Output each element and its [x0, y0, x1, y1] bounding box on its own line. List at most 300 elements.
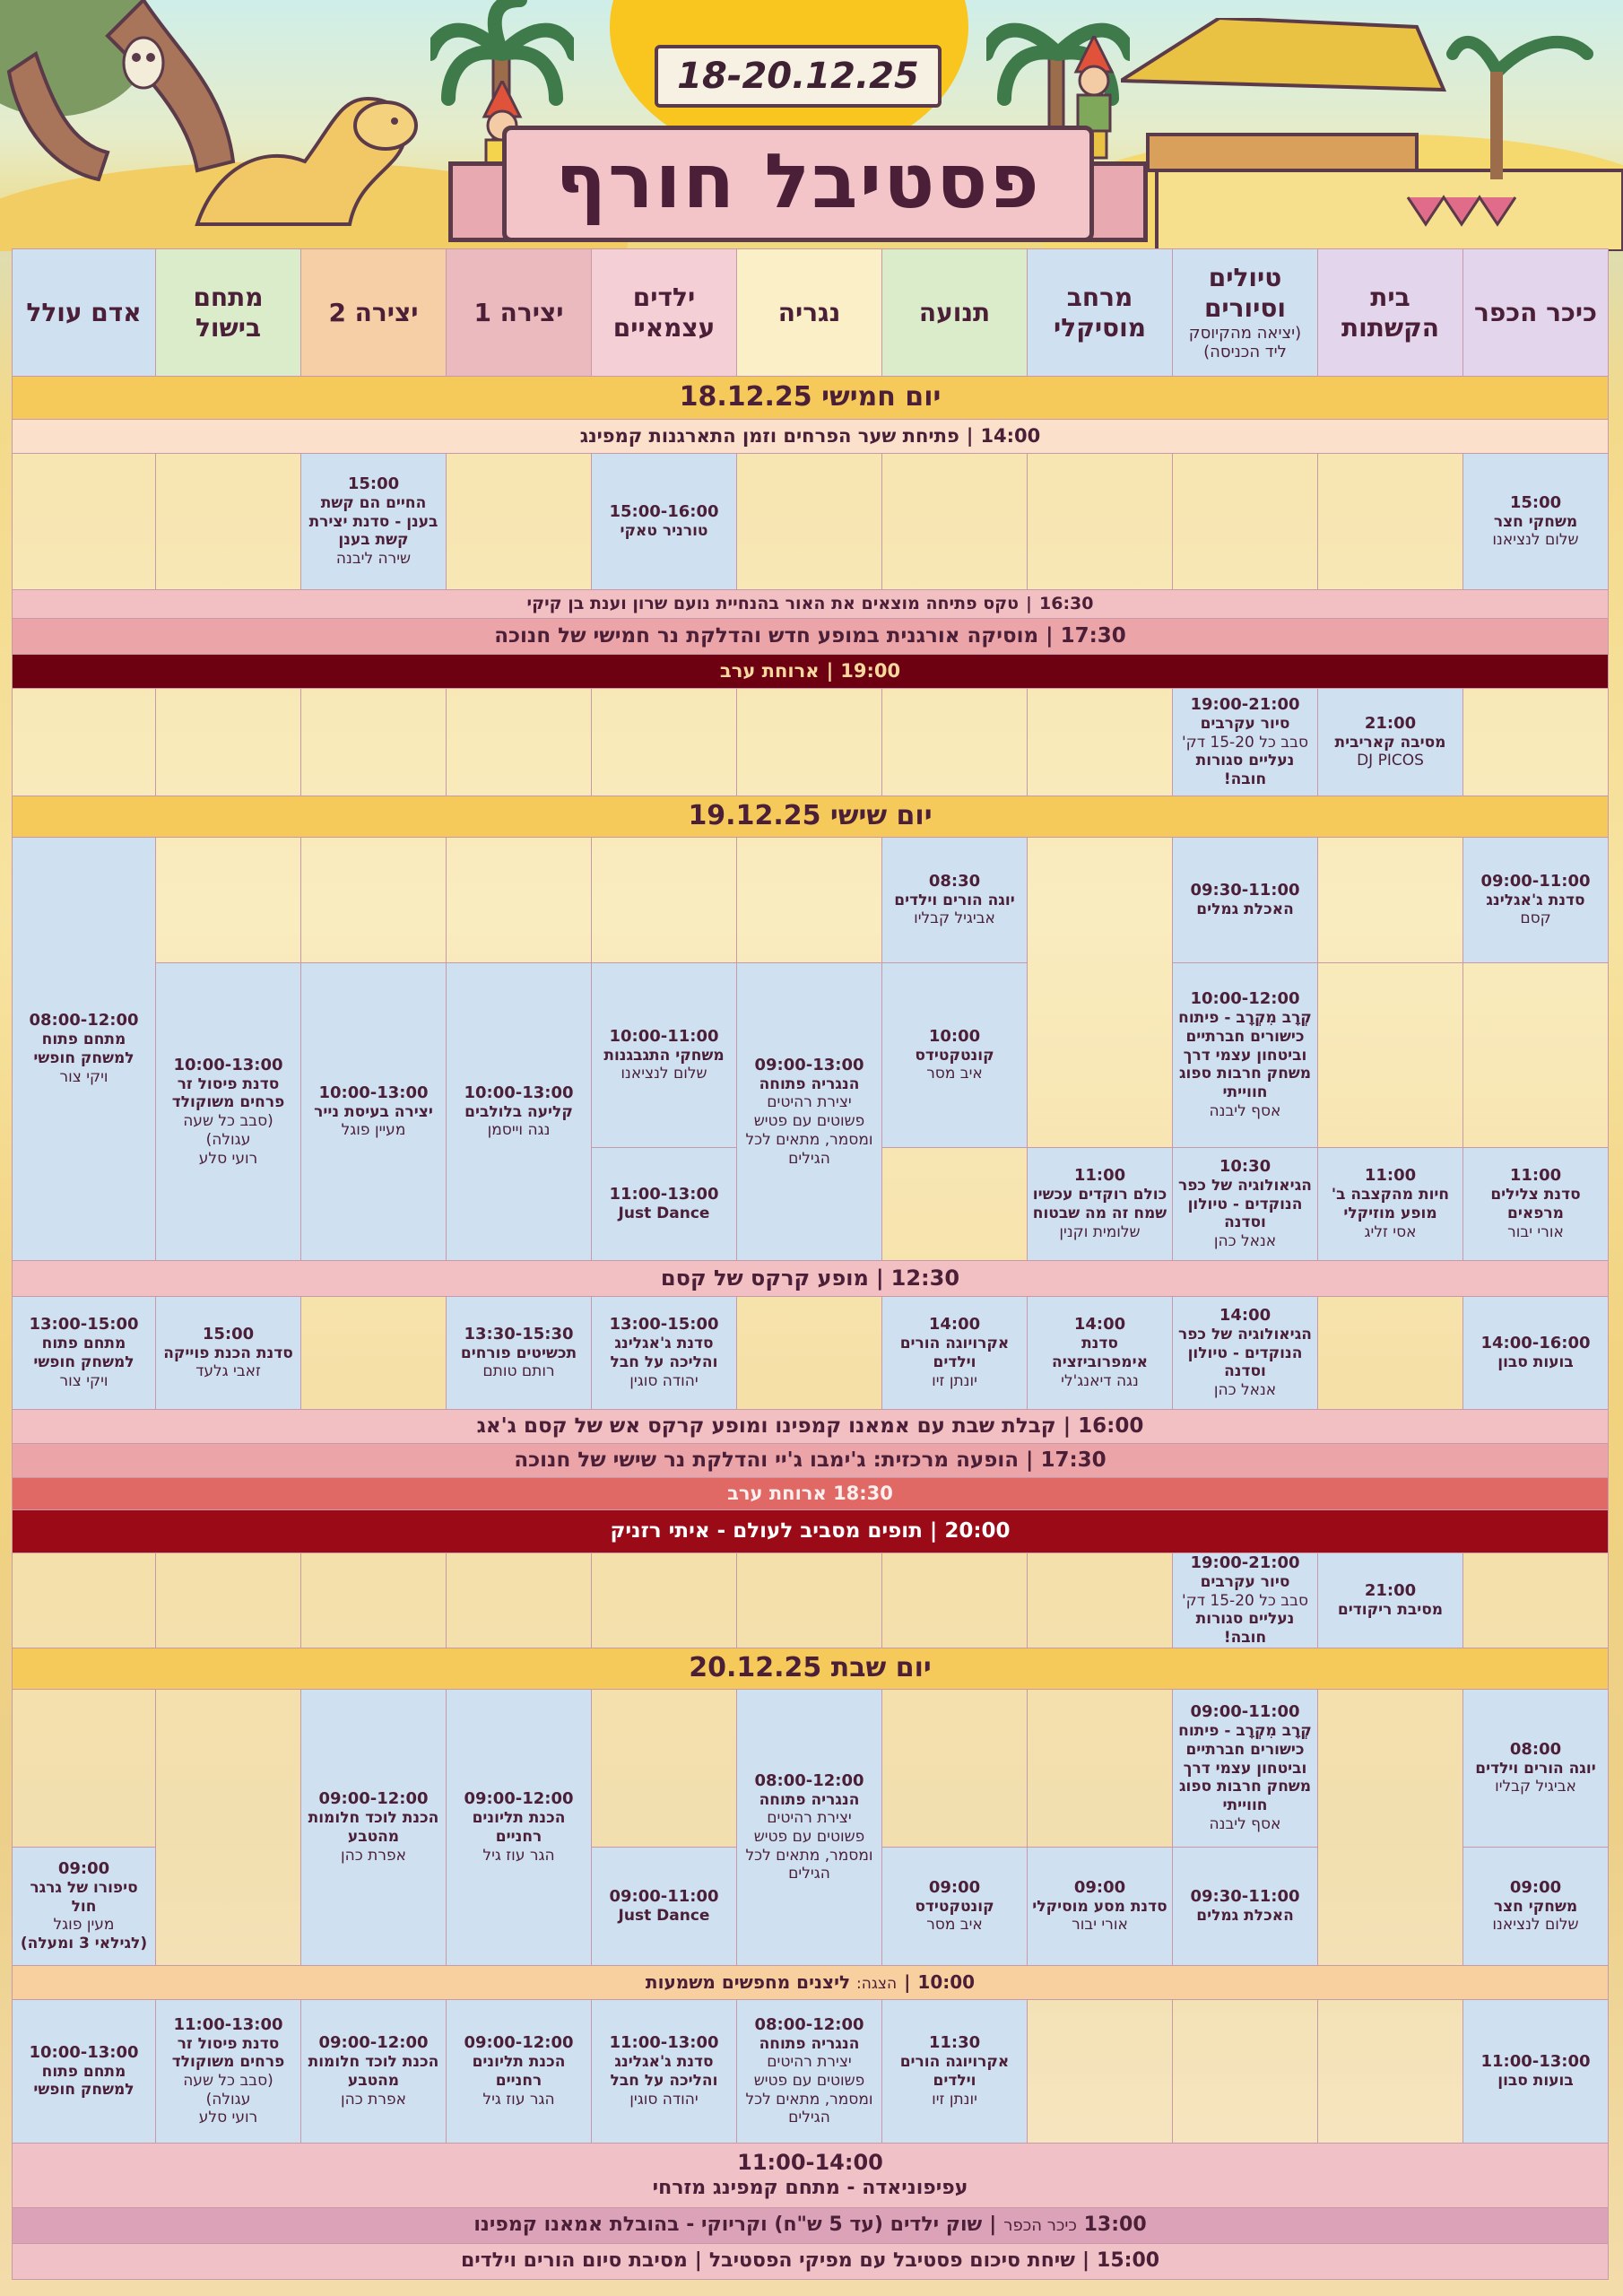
event-name: משחקי חצר [1493, 1897, 1578, 1916]
column-label: כיכר הכפר [1474, 297, 1597, 327]
event-cell [1173, 838, 1318, 963]
event-cell [1173, 1689, 1318, 1847]
event-host: מעין פוגל [53, 1916, 115, 1935]
column-header-row [13, 249, 1609, 377]
empty-cell [592, 1689, 737, 1847]
event-time: 15:00 [202, 1324, 255, 1344]
event-time: 09:00-11:00 [1190, 1702, 1300, 1722]
event-name: משחקי חצר [1493, 512, 1578, 531]
event-time: 09:00 [1509, 1877, 1562, 1897]
event-time: 09:30-11:00 [1190, 881, 1300, 900]
empty-cell [592, 838, 737, 963]
event-time: 11:00 [1509, 1166, 1562, 1186]
column-label: מרחב מוסיקלי [1054, 282, 1146, 343]
event-cell [156, 1999, 301, 2143]
event-cell [1173, 963, 1318, 1148]
event-cell [301, 1999, 447, 2143]
header-illustration [0, 0, 1623, 251]
event-cell [447, 1689, 592, 1965]
event-time: 13:00-15:00 [29, 1315, 139, 1335]
beach-hut-illustration [1121, 18, 1623, 251]
empty-cell [1463, 1553, 1609, 1648]
band-text: מופע קרקס של קסם [660, 1265, 869, 1291]
event-name: סיור עקרבים [1200, 715, 1290, 733]
empty-cell [737, 454, 882, 590]
event-host: מעיין פוגל [341, 1121, 406, 1140]
event-host: אפרת כהן [341, 1846, 406, 1865]
event-cell [156, 963, 301, 1261]
event-name: Just Dance [618, 1907, 710, 1925]
event-cell [592, 1847, 737, 1965]
event-name: סדנת ג'אגלינג והליכה על חבל [610, 1335, 718, 1372]
event-name: מתחם פתוח למשחק חופשי [33, 1335, 135, 1372]
band-text: טקס פתיחה מוצאים את האור בהנחיית נועם שרון וענת בן קיקי [526, 593, 1020, 613]
empty-cell [1318, 1297, 1463, 1410]
band-text: תופים מסביב לעולם - איתי רזניק [610, 1519, 923, 1544]
event-cell [1028, 1148, 1173, 1261]
band-text: קבלת שבת עם אמאנו קמפינו ומופע קרקס אש של קסם ג'אג [476, 1414, 1056, 1439]
event-time: 11:00-13:00 [609, 2033, 719, 2053]
schedule-row [13, 689, 1609, 796]
empty-cell [737, 838, 882, 963]
event-time: 10:00-11:00 [609, 1026, 719, 1046]
event-note: סבב כל 15-20 דק' [1182, 1591, 1308, 1610]
festival-dates: 18-20.12.25 [677, 56, 919, 97]
event-name: מסיבת ריקודים [1337, 1601, 1444, 1620]
event-name: מתחם פתוח למשחק חופשי [33, 2062, 135, 2100]
event-host: יצירת רהיטים פשוטים עם פטיש ומסמר, מתאים לכל הגילים [745, 1809, 873, 1883]
column-header-arches [1318, 249, 1463, 377]
event-time: 14:00-16:00 [1480, 1334, 1591, 1353]
event-cell [1173, 689, 1318, 796]
event-time: 09:00-12:00 [318, 2033, 429, 2053]
event-host: זאבי גלעד [195, 1362, 261, 1381]
empty-cell [1028, 838, 1173, 1148]
event-cell [1173, 1553, 1318, 1648]
band-text: שיחת סיכום פסטיבל עם מפיקי הפסטיבל [708, 2248, 1075, 2272]
schedule-band: 16:00|קבלת שבת עם אמאנו קמפינו ומופע קרקס אש של קסם ג'אג [13, 1410, 1609, 1444]
column-label: יצירה 2 [328, 297, 419, 327]
column-header-toddler [13, 249, 156, 377]
event-cell [13, 1297, 156, 1410]
empty-cell [13, 454, 156, 590]
schedule-band: 19:00|ארוחת ערב [13, 655, 1609, 689]
column-header-craft1 [447, 249, 592, 377]
band-time: 10:00 [917, 1971, 976, 1994]
event-time: 08:30 [928, 871, 981, 891]
event-cell [592, 963, 737, 1148]
event-name: הנגריה פתוחה [759, 1790, 860, 1809]
band-text: פתיחת שער הפרחים וזמן התארגנות קמפינג [579, 424, 959, 447]
band-text: מוסיקה אורגנית במופע חדש והדלקת נר חמישי של חנוכה [494, 624, 1039, 648]
event-host: נגה דיאנג'לי [1061, 1371, 1139, 1390]
event-cell [882, 963, 1028, 1148]
event-time: 21:00 [1364, 713, 1417, 733]
event-name: קְרָב מִקְרָב - פיתוח כישורים חברתיים וביטחון עצמי דרך משחק חרבות ספוג חווייתי [1178, 1009, 1312, 1102]
event-cell [1318, 1148, 1463, 1261]
schedule-row [13, 838, 1609, 963]
empty-cell [1028, 689, 1173, 796]
event-name: הכנת תליונים רחניים [472, 2053, 566, 2090]
empty-cell [882, 689, 1028, 796]
empty-cell [447, 1553, 592, 1648]
event-cell [447, 1999, 592, 2143]
band-time: 13:00 [1083, 2213, 1147, 2236]
event-host: אנאל כהן [1213, 1232, 1277, 1251]
event-time: 14:00 [928, 1315, 981, 1335]
event-name: יוגה הורים וילדים [1475, 1759, 1596, 1778]
empty-cell [1463, 963, 1609, 1148]
band-text: עפיפוניאדה - מתחם קמפינג מזרחי [652, 2176, 968, 2199]
event-time: 10:00-13:00 [464, 1083, 574, 1102]
event-cell [1463, 1999, 1609, 2143]
event-host: יצירת רהיטים פשוטים עם פטיש ומסמר, מתאים לכל הגילים [745, 1093, 873, 1168]
empty-cell [882, 454, 1028, 590]
event-time: 11:00 [1364, 1166, 1417, 1186]
dates-banner [655, 45, 942, 108]
event-host: יהודה סוגין [629, 1371, 699, 1390]
event-host: ויקי צור [59, 1067, 108, 1086]
event-time: 10:00-13:00 [318, 1083, 429, 1102]
empty-cell [301, 1553, 447, 1648]
empty-cell [1318, 454, 1463, 590]
event-time: 11:00-13:00 [173, 2014, 283, 2034]
band-time: 14:00 [980, 424, 1041, 447]
event-name: החיים הם קשת בענן - סדנת יצירת קשת בענן [308, 494, 438, 550]
event-name: סדנת צלילים מרפאים [1490, 1186, 1581, 1223]
empty-cell [447, 689, 592, 796]
event-time: 09:00-11:00 [1480, 871, 1591, 891]
band-time: 19:00 [840, 659, 901, 682]
event-time: 08:00-12:00 [29, 1011, 139, 1031]
event-cell [882, 1847, 1028, 1965]
event-host: אסף ליבנה [1209, 1814, 1281, 1833]
event-name: סדנת מסע מוסיקלי [1032, 1897, 1167, 1916]
event-host: שלום לנציאנו [621, 1065, 707, 1083]
event-cell [13, 1847, 156, 1965]
event-host: רותם טותם [482, 1362, 555, 1381]
column-label: נגריה [777, 297, 841, 327]
column-header-craft2 [301, 249, 447, 377]
empty-cell [1028, 1999, 1173, 2143]
schedule-band: 17:30|הופעה מרכזית: ג'ימבו ג'יי והדלקת נר שישי של חנוכה [13, 1444, 1609, 1478]
empty-cell [882, 1148, 1028, 1261]
empty-cell [1173, 454, 1318, 590]
event-time: 09:00-12:00 [318, 1789, 429, 1809]
title-banner [502, 126, 1094, 242]
empty-cell [882, 1689, 1028, 1847]
band-time: 18:30 [833, 1482, 893, 1504]
event-cell [1463, 1297, 1609, 1410]
event-name: סדנת הכנת פוייקה [163, 1344, 293, 1362]
column-sublabel: (יציאה מהקיוסק ליד הכניסה) [1188, 323, 1302, 362]
band-text: ליצנים מחפשים משמעות [645, 1971, 851, 1994]
event-time: 15:00-16:00 [609, 502, 719, 522]
event-name: Just Dance [618, 1205, 710, 1223]
empty-cell [592, 689, 737, 796]
event-name: סיפורו של גרגר חול [30, 1878, 138, 1916]
event-name: בועות סבון [1497, 1353, 1574, 1372]
band-time: 16:30 [1039, 593, 1094, 613]
day-title-thursday: יום חמישי 18.12.25 [13, 377, 1609, 420]
event-time: 08:00-12:00 [754, 2014, 864, 2034]
event-name: הגיאולוגיה של כפר הנוקדים - טיולון וסדנה [1178, 1177, 1312, 1232]
event-name: האכלת גמלים [1196, 1907, 1294, 1925]
event-host: איב מסר [926, 1065, 983, 1083]
empty-cell [737, 689, 882, 796]
event-name: יוגה הורים וילדים [894, 891, 1015, 909]
event-warning: נעליים סגורות חובה! [1195, 1610, 1295, 1648]
band-time: 17:30 [1040, 1448, 1107, 1473]
band-text: ארוחת ערב [727, 1482, 827, 1504]
event-host: אורי יבור [1072, 1916, 1128, 1935]
column-header-kikar [1463, 249, 1609, 377]
event-time: 09:00 [928, 1877, 981, 1897]
event-cell [1318, 1553, 1463, 1648]
event-time: 14:00 [1219, 1306, 1271, 1326]
event-cell [1028, 1847, 1173, 1965]
event-time: 09:00-13:00 [754, 1055, 864, 1074]
event-name: הכנת לוכד חלומות מהטבע [308, 2053, 439, 2090]
event-cell [882, 838, 1028, 963]
event-time: 10:00 [928, 1026, 981, 1046]
event-name: משחקי התגבגנות [603, 1046, 725, 1065]
column-label: יצירה 1 [473, 297, 564, 327]
event-name: הנגריה פתוחה [759, 2034, 860, 2053]
schedule-row [13, 1553, 1609, 1648]
schedule-row [13, 1689, 1609, 1847]
event-host: אורי יבור [1507, 1222, 1564, 1241]
band-time: 16:00 [1078, 1414, 1144, 1439]
event-name: יצירה בעיסת נייר [314, 1102, 433, 1121]
event-cell [13, 1999, 156, 2143]
event-time: 08:00-12:00 [754, 1770, 864, 1790]
event-cell [592, 1999, 737, 2143]
event-time: 10:00-13:00 [173, 1055, 283, 1074]
event-time: 10:30 [1219, 1157, 1271, 1177]
event-note: (סבב כל שעה עגולה) [183, 2072, 273, 2109]
empty-cell [301, 689, 447, 796]
event-name: סדנת אימפרוביזציה [1052, 1335, 1148, 1372]
event-host: שלום לנציאנו [1492, 1916, 1579, 1935]
event-cell [592, 454, 737, 590]
band-text: שוק ילדים (עד 5 ש"ח) וקריוקי - בהובלת אמאנו קמפינו [473, 2213, 983, 2236]
event-time: 21:00 [1364, 1581, 1417, 1601]
event-cell [1463, 454, 1609, 590]
schedule-band [13, 1478, 1609, 1510]
empty-cell [156, 454, 301, 590]
event-host: יצירת רהיטים פשוטים עם פטיש ומסמר, מתאים לכל הגילים [745, 2053, 873, 2127]
empty-cell [882, 1553, 1028, 1648]
empty-cell [737, 1553, 882, 1648]
event-time: 19:00-21:00 [1190, 1553, 1300, 1572]
schedule-row [13, 454, 1609, 590]
schedule-band: 12:30|מופע קרקס של קסם [13, 1261, 1609, 1297]
empty-cell [13, 1553, 156, 1648]
event-cell [1173, 1148, 1318, 1261]
event-cell [1028, 1297, 1173, 1410]
empty-cell [1028, 454, 1173, 590]
empty-cell [13, 1689, 156, 1847]
event-cell [13, 838, 156, 1261]
event-name: קונטקטידס [915, 1897, 994, 1916]
band-time: 12:30 [890, 1265, 960, 1291]
event-name: קונטקטידס [915, 1046, 994, 1065]
column-header-movement [882, 249, 1028, 377]
column-header-tours [1173, 249, 1318, 377]
column-header-kids [592, 249, 737, 377]
event-name: הכנת לוכד חלומות מהטבע [308, 1809, 439, 1846]
event-host: קסם [1520, 909, 1551, 928]
empty-cell [301, 1297, 447, 1410]
band-place: כיכר הכפר [1003, 2215, 1077, 2235]
event-cell [301, 454, 447, 590]
event-time: 14:00 [1073, 1315, 1126, 1335]
band-text: הופעה מרכזית: ג'ימבו ג'יי והדלקת נר שישי של חנוכה [514, 1448, 1020, 1473]
empty-cell [156, 838, 301, 963]
event-cell [592, 1297, 737, 1410]
day-title-saturday: יום שבת 20.12.25 [13, 1648, 1609, 1689]
event-cell [301, 963, 447, 1261]
festival-schedule [13, 248, 1609, 2280]
event-name: האכלת גמלים [1196, 900, 1294, 919]
event-host: הגר עוז גיל [482, 2090, 555, 2109]
event-name: מתחם פתוח למשחק חופשי [33, 1031, 135, 1068]
event-name: בועות סבון [1497, 2072, 1574, 2090]
event-host: אסי זליג [1364, 1222, 1417, 1241]
schedule-row [13, 963, 1609, 1148]
event-time: 09:00 [1073, 1877, 1126, 1897]
empty-cell [156, 689, 301, 796]
event-cell [447, 963, 592, 1261]
event-host: רועי סלע [198, 1149, 258, 1168]
empty-cell [1318, 1689, 1463, 1965]
event-host: אביגיל קבליו [1495, 1778, 1576, 1796]
empty-cell [1463, 689, 1609, 796]
event-cell [737, 1689, 882, 1965]
band-label: הצגה: [856, 1975, 898, 1994]
column-header-cooking [156, 249, 301, 377]
event-name: קְרָב מִקְרָב - פיתוח כישורים חברתיים וביטחון עצמי דרך משחק חרבות ספוג חווייתי [1178, 1722, 1312, 1815]
event-cell [301, 1689, 447, 1965]
event-host: נגה וייסמן [487, 1121, 551, 1140]
band-text: ארוחת ערב [719, 659, 820, 682]
schedule-band: 14:00|פתיחת שער הפרחים וזמן התארגנות קמפינג [13, 420, 1609, 454]
empty-cell [1028, 1553, 1173, 1648]
event-name: סיור עקרבים [1200, 1572, 1290, 1591]
schedule-row [13, 1999, 1609, 2143]
event-name: אקרויוגה הורים וילדים [899, 1335, 1010, 1372]
band-text-2: מסיבת סיום הורים וילדים [460, 2248, 688, 2272]
event-host: אביגיל קבליו [914, 909, 995, 928]
event-host: יונתן זיו [932, 1371, 977, 1390]
event-name: טורניר טאקי [620, 522, 708, 541]
event-host: שלום לנציאנו [1492, 531, 1579, 550]
column-label: אדם עולל [26, 297, 142, 327]
event-cell [882, 1999, 1028, 2143]
empty-cell [447, 838, 592, 963]
empty-cell [1173, 1999, 1318, 2143]
band-time: 15:00 [1097, 2248, 1160, 2272]
schedule-band: 16:30|טקס פתיחה מוצאים את האור בהנחיית נועם שרון וענת בן קיקי [13, 590, 1609, 619]
event-cell [737, 963, 882, 1261]
schedule-band: 20:00|תופים מסביב לעולם - איתי רזניק [13, 1510, 1609, 1553]
event-time: 09:00-12:00 [464, 1789, 574, 1809]
band-time: 17:30 [1060, 624, 1126, 648]
empty-cell [156, 1553, 301, 1648]
event-name: קליעה בלולבים [464, 1102, 573, 1121]
event-name: סדנת פיסול זר פרחים משוקולד [171, 2034, 285, 2072]
event-time: 10:00-13:00 [29, 2042, 139, 2062]
event-time: 11:00-13:00 [1480, 2052, 1591, 2072]
event-host: איב מסר [926, 1916, 983, 1935]
event-cell [737, 1999, 882, 2143]
event-time: 09:30-11:00 [1190, 1887, 1300, 1907]
event-time: 10:00-12:00 [1190, 989, 1300, 1009]
event-name: סדנת ג'אגלינג והליכה על חבל [610, 2053, 718, 2090]
empty-cell [592, 1553, 737, 1648]
event-host: אפרת כהן [341, 2090, 406, 2109]
event-time: 09:00 [57, 1858, 110, 1878]
empty-cell [1318, 963, 1463, 1148]
day-title-friday: יום שישי 19.12.25 [13, 796, 1609, 838]
schedule-table [12, 248, 1609, 2280]
event-cell [1463, 1689, 1609, 1847]
event-host: הגר עוז גיל [482, 1846, 555, 1865]
event-host: רועי סלע [198, 2109, 258, 2127]
column-label: בית הקשתות [1341, 282, 1439, 343]
schedule-row [13, 1297, 1609, 1410]
event-time: 11:30 [928, 2033, 981, 2053]
event-cell [1173, 1297, 1318, 1410]
empty-cell [1318, 1999, 1463, 2143]
schedule-band: 13:00 כיכר הכפר|שוק ילדים (עד 5 ש"ח) וקריוקי - בהובלת אמאנו קמפינו [13, 2207, 1609, 2243]
event-warning: נעליים סגורות חובה! [1195, 752, 1295, 789]
event-name: חיות מהקצבה ב' מופע מוזיקלי [1331, 1186, 1450, 1223]
event-time: 15:00 [1509, 492, 1562, 512]
schedule-band: 17:30|מוסיקה אורגנית במופע חדש והדלקת נר חמישי של חנוכה [13, 619, 1609, 655]
camel-illustration [179, 72, 466, 233]
band-time: 20:00 [944, 1519, 1011, 1544]
empty-cell [156, 1689, 301, 1965]
event-host: אסף ליבנה [1209, 1101, 1281, 1120]
event-host: אנאל כהן [1213, 1381, 1277, 1400]
event-cell [882, 1297, 1028, 1410]
event-cell [1463, 1148, 1609, 1261]
schedule-band: 15:00|שיחת סיכום פסטיבל עם מפיקי הפסטיבל|מסיבת סיום הורים וילדים [13, 2243, 1609, 2279]
event-host: DJ PICOS [1357, 752, 1424, 770]
event-name: מסיבה קאריבית [1334, 733, 1446, 752]
festival-title: פסטיבל חורף [555, 137, 1041, 225]
event-time: 09:00-11:00 [609, 1887, 719, 1907]
event-cell [1463, 838, 1609, 963]
schedule-band [13, 2143, 1609, 2207]
event-time: 13:30-15:30 [464, 1324, 574, 1344]
empty-cell [13, 689, 156, 796]
band-time: 11:00-14:00 [737, 2150, 883, 2176]
event-name: כולם רוקדים עכשיו שמח זה מה שבטוח [1032, 1186, 1167, 1223]
event-name: אקרויוגה הורים וילדים [899, 2053, 1010, 2090]
event-name: הגיאולוגיה של כפר הנוקדים - טיולון וסדנה [1178, 1326, 1312, 1381]
event-name: הכנת תליונים רחניים [472, 1809, 566, 1846]
column-label: תנועה [918, 297, 991, 327]
event-note: סבב כל 15-20 דק' [1182, 733, 1308, 752]
event-time: 13:00-15:00 [609, 1315, 719, 1335]
event-host: שלומית וקנין [1059, 1222, 1141, 1241]
event-name: הנגריה פתוחה [759, 1074, 860, 1093]
event-time: 15:00 [347, 474, 400, 494]
event-name: תכשיטים פורחים [460, 1344, 577, 1362]
